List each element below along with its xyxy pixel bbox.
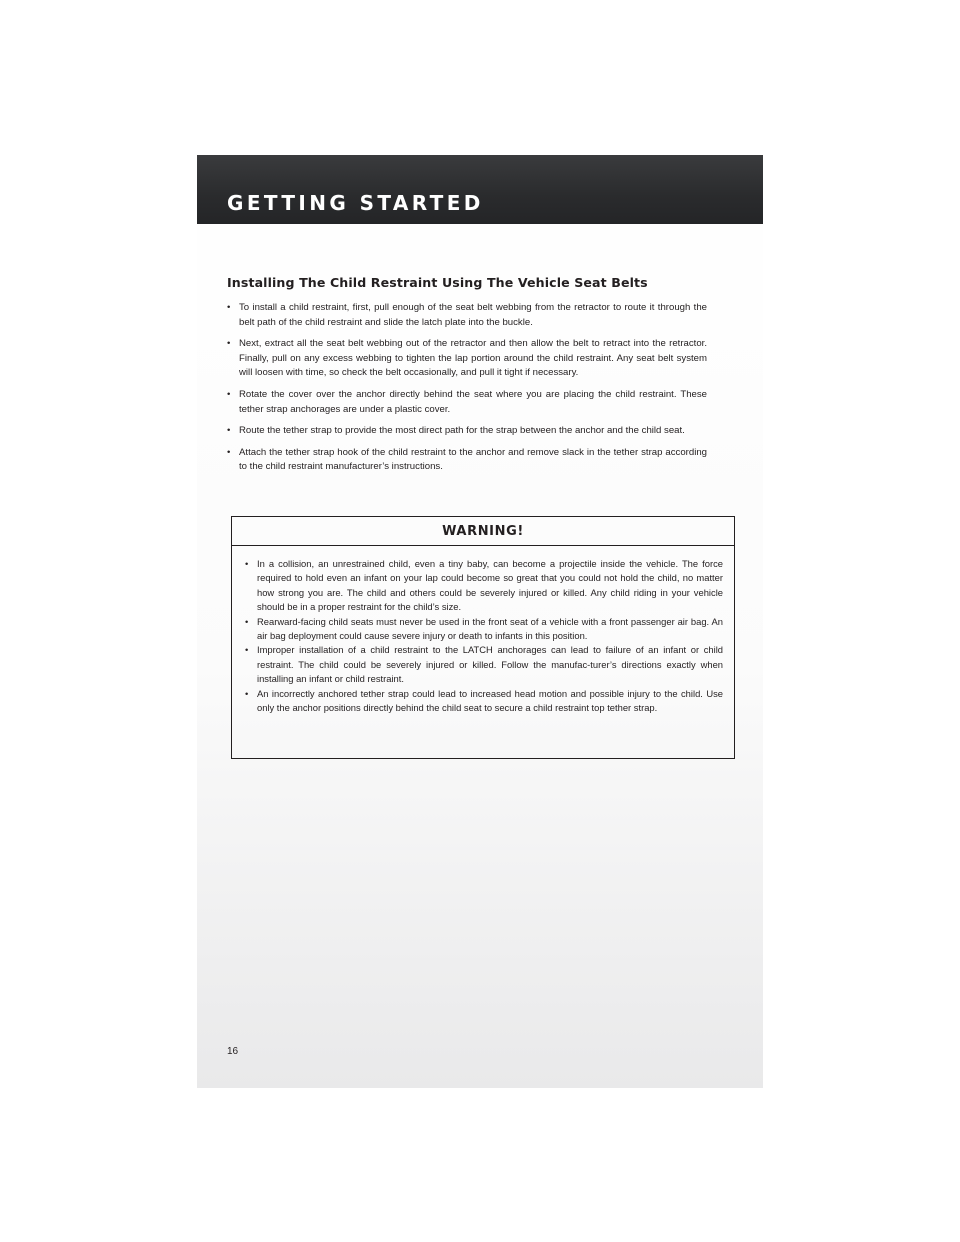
instruction-list	[227, 301, 707, 475]
instruction-item	[227, 388, 707, 417]
instruction-text: Route the tether strap to provide the most direct path for the strap between the anchor and the child seat.	[239, 425, 685, 437]
instruction-text: Next, extract all the seat belt webbing out of the retractor and then allow the belt to retract into the retractor. Finally, pull on any excess webbing to tighten the lap portion around the child restraint. Any seat belt system will loosen with time, so check the belt occasionally, and pull it tight if necessary.	[239, 338, 707, 379]
warning-list	[232, 557, 734, 715]
bullet-icon: •	[227, 388, 231, 400]
page-number: 16	[227, 1046, 239, 1057]
instruction-text: Attach the tether strap hook of the child restraint to the anchor and remove slack in the tether strap according to the child restraint manufacturer’s instructions.	[239, 446, 707, 473]
bullet-icon: •	[227, 338, 231, 350]
manual-page	[197, 155, 763, 1088]
warning-divider	[232, 545, 734, 546]
warning-title: WARNING!	[442, 524, 524, 539]
bullet-icon: •	[245, 615, 249, 627]
instruction-item	[227, 337, 707, 381]
bullet-icon: •	[245, 687, 249, 699]
subsection-heading: Installing The Child Restraint Using The Vehicle Seat Belts	[227, 275, 648, 290]
warning-text: Rearward-facing child seats must never be used in the front seat of a vehicle with a front passenger air bag. An air bag deployment could cause severe injury or death to infants in this position.	[257, 615, 723, 642]
bullet-icon: •	[227, 425, 231, 437]
warning-text: In a collision, an unrestrained child, even a tiny baby, can become a projectile inside the vehicle. The force required to hold even an infant on your lap could become so great that you could not hold the child, no matter how strong you are. The child and others could be severely injured or killed. Any child riding in your vehicle should be in a proper restraint for the child’s size.	[257, 558, 723, 613]
instruction-item	[227, 446, 707, 475]
bullet-icon: •	[245, 644, 249, 656]
warning-text: Improper installation of a child restraint to the LATCH anchorages can lead to failure of an infant or child restraint. The child could be severely injured or killed. Follow the manufac-turer’s directions exactly when installing an infant or child restraint.	[257, 644, 723, 685]
bullet-icon: •	[227, 302, 231, 313]
warning-text: An incorrectly anchored tether strap could lead to increased head motion and possible injury to the child. Use only the anchor positions directly behind the child seat to secure a child restraint top tether strap.	[257, 687, 723, 714]
warning-item	[245, 687, 723, 716]
instruction-item	[227, 301, 707, 330]
instruction-text: To install a child restraint, first, pull enough of the seat belt webbing from the retractor to route it through the belt path of the child restraint and slide the latch plate into the buckle.	[239, 302, 707, 328]
section-title: GETTING STARTED	[227, 191, 484, 215]
bullet-icon: •	[245, 558, 249, 569]
instruction-text: Rotate the cover over the anchor directly behind the seat where you are placing the child restraint. These tether strap anchorages are under a plastic cover.	[239, 388, 707, 415]
instruction-item	[227, 424, 707, 439]
warning-item	[245, 643, 723, 686]
page-content	[227, 275, 707, 482]
warning-item	[245, 557, 723, 615]
header-band	[197, 155, 763, 224]
warning-item	[245, 615, 723, 644]
warning-box	[231, 516, 735, 759]
bullet-icon: •	[227, 446, 231, 458]
